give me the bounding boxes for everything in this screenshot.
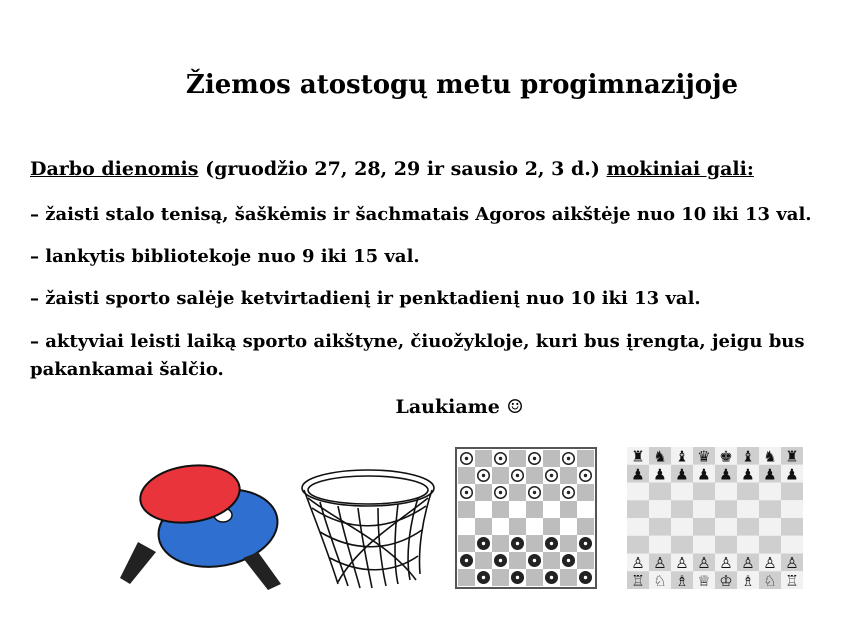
chess-square xyxy=(737,536,759,554)
chess-square xyxy=(627,483,649,501)
black-piece: ♚ xyxy=(719,447,733,466)
white-piece: ♘ xyxy=(763,571,777,589)
checker-center xyxy=(516,542,519,545)
lead-weekdays: Darbo dienomis xyxy=(30,158,199,180)
white-piece: ♗ xyxy=(675,571,689,589)
board-square xyxy=(560,518,577,535)
chess-square xyxy=(693,483,715,501)
black-piece: ♞ xyxy=(763,447,777,466)
board-square xyxy=(475,552,492,569)
welcome-text: Laukiame ☺ xyxy=(395,396,524,418)
board-square xyxy=(560,535,577,552)
chess-square xyxy=(649,483,671,501)
checker-center xyxy=(482,576,485,579)
board-square xyxy=(509,501,526,518)
white-piece: ♕ xyxy=(697,571,711,589)
black-piece: ♜ xyxy=(631,447,645,466)
activity-item: – žaisti sporto salėje ketvirtadienį ir penktadienį nuo 10 iki 13 val. xyxy=(30,288,701,309)
activity-item: – žaisti stalo tenisą, šaškėmis ir šachmatais Agoros aikštėje nuo 10 iki 13 val. xyxy=(30,204,812,225)
black-piece: ♝ xyxy=(741,447,755,466)
activity-item: – aktyviai leisti laiką sporto aikštyne, čiuožykloje, kuri bus įrengta, jeigu bus pakankamai šalčio. xyxy=(30,331,805,380)
checker-center xyxy=(533,491,536,494)
chess-square xyxy=(671,536,693,554)
board-square xyxy=(560,569,577,586)
board-square xyxy=(543,450,560,467)
chess-board-icon xyxy=(627,447,803,589)
board-square xyxy=(475,518,492,535)
chess-square xyxy=(715,500,737,518)
checker-center xyxy=(567,491,570,494)
checker-center xyxy=(584,474,587,477)
board-square xyxy=(543,518,560,535)
board-square xyxy=(526,535,543,552)
checker-center xyxy=(482,474,485,477)
white-pawn: ♙ xyxy=(719,554,733,573)
checker-center xyxy=(516,474,519,477)
chess-square xyxy=(649,536,671,554)
chess-square xyxy=(627,536,649,554)
white-piece: ♖ xyxy=(785,571,799,589)
checker-center xyxy=(550,474,553,477)
checker-center xyxy=(516,576,519,579)
board-square xyxy=(475,501,492,518)
board-square xyxy=(509,450,526,467)
black-pawn: ♟ xyxy=(719,465,733,484)
chess-square xyxy=(715,483,737,501)
chess-square xyxy=(671,483,693,501)
chess-square xyxy=(649,500,671,518)
black-piece: ♛ xyxy=(697,447,711,466)
chess-square xyxy=(671,500,693,518)
board-square xyxy=(475,484,492,501)
lead-dates: (gruodžio 27, 28, 29 ir sausio 2, 3 d.) xyxy=(198,158,607,180)
board-square xyxy=(526,501,543,518)
checker-center xyxy=(533,457,536,460)
white-piece: ♗ xyxy=(741,571,755,589)
board-square xyxy=(560,467,577,484)
board-square xyxy=(509,552,526,569)
chess-square xyxy=(715,518,737,536)
chess-square xyxy=(737,483,759,501)
checker-center xyxy=(499,457,502,460)
checker-center xyxy=(584,542,587,545)
black-pawn: ♟ xyxy=(697,465,711,484)
white-pawn: ♙ xyxy=(785,554,799,573)
checker-center xyxy=(465,559,468,562)
chess-square xyxy=(649,518,671,536)
chess-square xyxy=(737,518,759,536)
lead-line xyxy=(30,158,754,180)
checker-center xyxy=(533,559,536,562)
board-square xyxy=(492,501,509,518)
chess-square xyxy=(627,518,649,536)
checker-center xyxy=(465,457,468,460)
black-pawn: ♟ xyxy=(763,465,777,484)
chess-square xyxy=(693,518,715,536)
black-piece: ♞ xyxy=(653,447,667,466)
board-square xyxy=(509,484,526,501)
white-pawn: ♙ xyxy=(653,554,667,573)
board-square xyxy=(458,467,475,484)
checker-center xyxy=(499,559,502,562)
board-square xyxy=(492,467,509,484)
white-piece: ♘ xyxy=(653,571,667,589)
white-piece: ♖ xyxy=(631,571,645,589)
chess-square xyxy=(715,536,737,554)
board-square xyxy=(577,484,594,501)
black-pawn: ♟ xyxy=(785,465,799,484)
checker-center xyxy=(584,576,587,579)
chess-square xyxy=(781,518,803,536)
black-pawn: ♟ xyxy=(653,465,667,484)
checker-center xyxy=(567,457,570,460)
white-pawn: ♙ xyxy=(631,554,645,573)
board-square xyxy=(577,450,594,467)
board-square xyxy=(458,569,475,586)
checker-center xyxy=(550,576,553,579)
board-square xyxy=(560,501,577,518)
chess-square xyxy=(781,500,803,518)
activity-item: – lankytis bibliotekoje nuo 9 iki 15 val. xyxy=(30,246,420,267)
white-pawn: ♙ xyxy=(675,554,689,573)
board-square xyxy=(526,467,543,484)
white-pawn: ♙ xyxy=(697,554,711,573)
chess-square xyxy=(693,536,715,554)
chess-square xyxy=(671,518,693,536)
chess-square xyxy=(759,500,781,518)
chess-square xyxy=(759,483,781,501)
checker-center xyxy=(465,491,468,494)
board-square xyxy=(509,518,526,535)
lead-students: mokiniai gali: xyxy=(606,158,754,180)
board-square xyxy=(458,501,475,518)
board-square xyxy=(577,518,594,535)
board-square xyxy=(458,535,475,552)
chess-square xyxy=(781,483,803,501)
page-title: Žiemos atostogų metu progimnazijoje xyxy=(185,70,739,100)
ping-pong-paddles-icon xyxy=(118,460,288,595)
black-pawn: ♟ xyxy=(675,465,689,484)
board-square xyxy=(526,569,543,586)
board-square xyxy=(475,450,492,467)
board-square xyxy=(577,501,594,518)
checker-center xyxy=(482,542,485,545)
checker-center xyxy=(550,542,553,545)
chess-square xyxy=(627,500,649,518)
board-square xyxy=(492,569,509,586)
black-piece: ♜ xyxy=(785,447,799,466)
black-piece: ♝ xyxy=(675,447,689,466)
chess-square xyxy=(759,536,781,554)
board-square xyxy=(492,535,509,552)
activity-list xyxy=(30,202,830,400)
board-square xyxy=(492,518,509,535)
board-square xyxy=(543,484,560,501)
checker-center xyxy=(567,559,570,562)
checkers-board-icon xyxy=(455,447,597,589)
board-square xyxy=(543,501,560,518)
chess-square xyxy=(781,536,803,554)
white-pawn: ♙ xyxy=(763,554,777,573)
white-piece: ♔ xyxy=(719,571,733,589)
chess-square xyxy=(759,518,781,536)
board-square xyxy=(543,552,560,569)
chess-square xyxy=(693,500,715,518)
board-square xyxy=(577,552,594,569)
checker-center xyxy=(499,491,502,494)
board-square xyxy=(458,518,475,535)
black-pawn: ♟ xyxy=(741,465,755,484)
white-pawn: ♙ xyxy=(741,554,755,573)
basketball-net-icon xyxy=(298,462,438,590)
black-pawn: ♟ xyxy=(631,465,645,484)
board-square xyxy=(526,518,543,535)
chess-square xyxy=(737,500,759,518)
